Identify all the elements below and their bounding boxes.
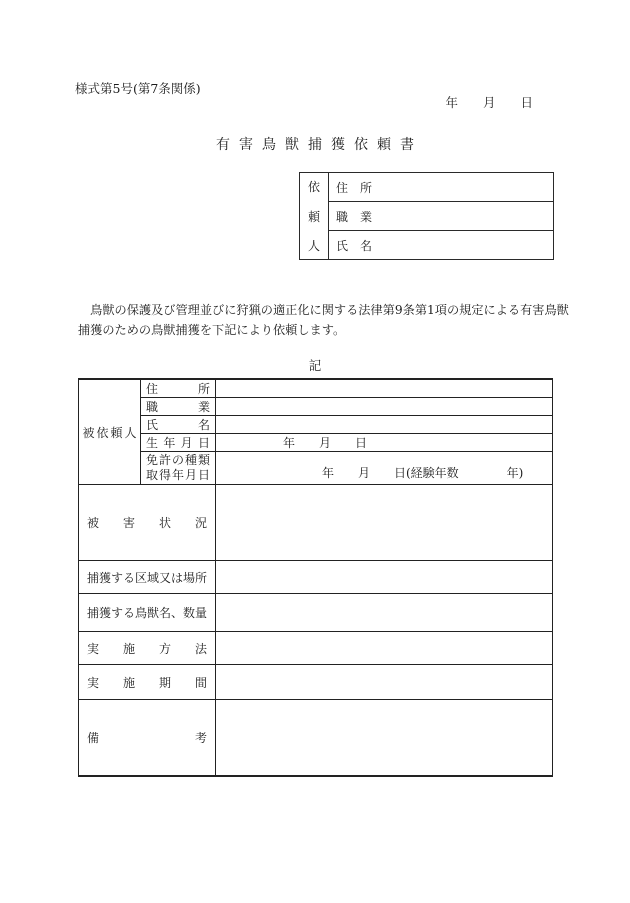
person-row-address — [79, 379, 553, 398]
period-label-cell — [79, 665, 216, 700]
requester-group-cell — [300, 173, 329, 260]
person-address-label-cell — [141, 379, 216, 398]
person-occupation-label-cell — [141, 398, 216, 416]
request-table — [78, 378, 553, 777]
method-label: 実施方法 — [87, 641, 207, 656]
requested-person-label: 被依頼人 — [79, 379, 141, 485]
detail-row-period — [79, 665, 553, 700]
species-value — [216, 594, 553, 632]
requester-group-char: 人 — [307, 239, 320, 253]
body-line: 鳥獣の保護及び管理並びに狩猟の適正化に関する法律第9条第1項の規定による有害鳥獣 — [78, 303, 569, 317]
person-name-value — [216, 416, 553, 434]
requester-group-label — [300, 178, 328, 254]
remarks-value — [216, 700, 553, 776]
remarks-label: 備考 — [87, 730, 207, 745]
detail-row-species — [79, 594, 553, 632]
person-occupation-value — [216, 398, 553, 416]
person-address-label: 住所 — [146, 382, 210, 396]
body-line: 捕獲のための鳥獣捕獲を下記により依頼します。 — [78, 323, 346, 337]
detail-row-area — [79, 561, 553, 594]
requester-row-occupation — [300, 202, 554, 231]
date-line: 年 月 日 — [445, 95, 533, 110]
requester-row-address — [300, 173, 554, 202]
person-row-occupation — [79, 398, 553, 416]
person-row-name — [79, 416, 553, 434]
person-birthdate-label-cell — [141, 434, 216, 452]
requester-row-name — [300, 231, 554, 260]
person-occupation-label: 職業 — [146, 400, 210, 414]
remarks-label-cell — [79, 700, 216, 776]
person-licence-type-label: 免許の種類 — [146, 453, 210, 467]
person-birthdate-value: 年 月 日 — [216, 434, 553, 452]
species-label-cell — [79, 594, 216, 632]
person-licence-label-cell — [141, 452, 216, 485]
person-row-licence — [79, 452, 553, 485]
body-paragraph — [78, 300, 569, 340]
species-label: 捕獲する鳥獣名、数量 — [87, 606, 208, 620]
requester-group-char: 依 — [307, 180, 320, 194]
area-label: 捕獲する区域又は場所 — [87, 570, 208, 585]
form-number: 様式第5号(第7条関係) — [75, 81, 201, 96]
detail-row-method — [79, 632, 553, 665]
person-name-label: 氏名 — [146, 418, 210, 432]
damage-value — [216, 485, 553, 561]
person-name-label-cell — [141, 416, 216, 434]
requester-address-label: 住 所 — [329, 173, 554, 202]
area-label-cell — [79, 561, 216, 594]
person-address-value — [216, 379, 553, 398]
person-licence-date-label: 取得年月日 — [146, 468, 210, 482]
person-birthdate-label: 生年月日 — [146, 436, 210, 450]
method-label-cell — [79, 632, 216, 665]
page-title: 有害鳥獣捕獲依頼書 — [216, 137, 423, 153]
requester-group-char: 頼 — [307, 209, 320, 224]
person-row-birthdate — [79, 434, 553, 452]
damage-label-cell — [79, 485, 216, 561]
person-licence-value-cell — [216, 452, 553, 485]
detail-row-damage — [79, 485, 553, 561]
requester-occupation-label: 職 業 — [329, 202, 554, 231]
area-value — [216, 561, 553, 594]
person-licence-value: 年 月 日(経験年数 年) — [322, 466, 524, 480]
period-label: 実施期間 — [87, 675, 207, 690]
requester-table — [299, 172, 554, 260]
detail-row-remarks — [79, 700, 553, 776]
period-value — [216, 665, 553, 700]
section-mark: 記 — [308, 358, 322, 373]
damage-label: 被害状況 — [87, 516, 207, 530]
requester-name-label: 氏 名 — [329, 231, 554, 260]
method-value — [216, 632, 553, 665]
